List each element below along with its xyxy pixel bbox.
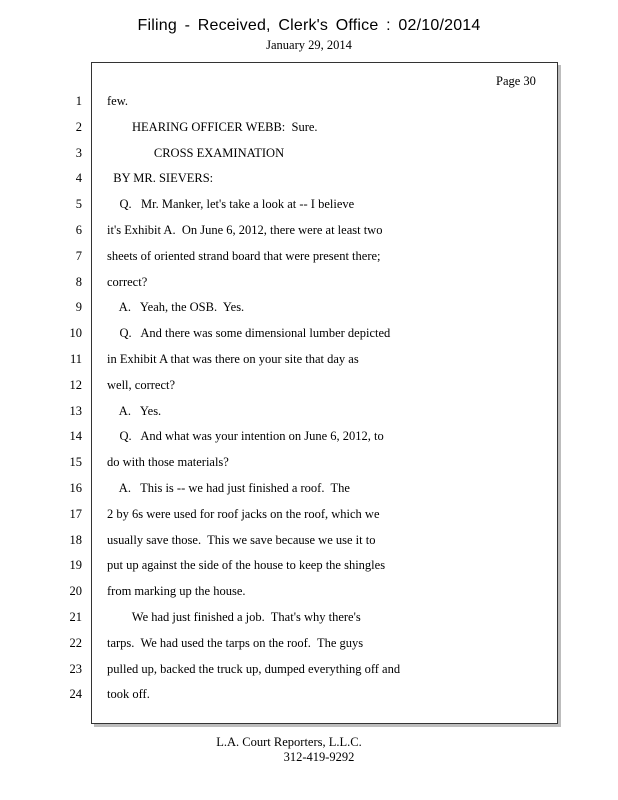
transcript-line <box>0 452 560 472</box>
line-number: 2 <box>75 119 82 134</box>
line-number: 20 <box>69 584 82 599</box>
line-number: 22 <box>69 635 82 650</box>
line-number: 5 <box>75 197 82 212</box>
line-text: A. This is -- we had just finished a roof. The <box>107 481 350 495</box>
transcript-line <box>0 581 560 601</box>
transcript-line <box>0 555 560 575</box>
transcript-line <box>0 220 560 240</box>
line-text: 2 by 6s were used for roof jacks on the roof, which we <box>107 506 380 521</box>
line-number: 18 <box>69 532 82 547</box>
transcript-line <box>0 607 560 627</box>
hearing-date: January 29, 2014 <box>266 38 352 52</box>
footer-company: L.A. Court Reporters, L.L.C. <box>216 735 362 749</box>
line-text: took off. <box>107 687 150 702</box>
line-text: from marking up the house. <box>107 584 246 599</box>
line-text: tarps. We had used the tarps on the roof. The guys <box>107 635 364 650</box>
line-number: 8 <box>75 274 82 289</box>
line-number: 6 <box>75 223 82 237</box>
transcript-line <box>0 91 560 111</box>
line-text: put up against the side of the house to keep the shingles <box>107 558 386 573</box>
line-text: Q. And what was your intention on June 6, 2012, to <box>107 429 384 444</box>
line-number: 19 <box>69 558 82 573</box>
transcript-line <box>0 530 560 550</box>
filing-stamp: Filing - Received, Clerk's Office : 02/10/2014 <box>137 17 481 34</box>
line-text: sheets of oriented strand board that were present there; <box>107 248 381 263</box>
footer-phone: 312-419-9292 <box>283 750 355 764</box>
transcript-line <box>0 297 560 317</box>
transcript-line <box>0 659 560 679</box>
transcript-line <box>0 375 560 395</box>
transcript-line <box>0 684 560 704</box>
line-number: 17 <box>69 506 82 521</box>
line-number: 13 <box>69 403 82 418</box>
transcript-line <box>0 349 560 369</box>
transcript-line <box>0 323 560 343</box>
line-text: correct? <box>107 274 148 289</box>
transcript-line <box>0 143 560 163</box>
line-number: 10 <box>69 326 82 341</box>
line-number: 24 <box>69 687 82 702</box>
line-number: 9 <box>75 300 82 315</box>
transcript-line <box>0 272 560 292</box>
transcript-line <box>0 426 560 446</box>
line-number: 1 <box>75 94 82 108</box>
line-number: 4 <box>75 171 82 186</box>
page-number: Page 30 <box>496 74 536 88</box>
transcript-line <box>0 246 560 266</box>
line-text: it's Exhibit A. On June 6, 2012, there were at least two <box>107 223 383 237</box>
line-text: A. Yeah, the OSB. Yes. <box>107 300 245 315</box>
line-text: usually save those. This we save because we use it to <box>107 532 376 547</box>
line-number: 12 <box>69 377 82 392</box>
line-text: pulled up, backed the truck up, dumped everything off and <box>107 661 401 676</box>
line-number: 23 <box>69 661 82 676</box>
line-number: 11 <box>69 352 82 366</box>
line-text: Q. Mr. Manker, let's take a look at -- I believe <box>107 197 355 212</box>
transcript-line <box>0 194 560 214</box>
line-text: HEARING OFFICER WEBB: Sure. <box>107 119 318 134</box>
line-text: in Exhibit A that was there on your site that day as <box>107 352 359 366</box>
transcript-line <box>0 168 560 188</box>
transcript-line <box>0 401 560 421</box>
line-text: BY MR. SIEVERS: <box>107 171 214 186</box>
line-text: Q. And there was some dimensional lumber depicted <box>107 326 391 341</box>
line-number: 15 <box>69 455 82 470</box>
line-number: 3 <box>75 145 82 160</box>
line-text: CROSS EXAMINATION <box>107 145 285 160</box>
transcript-line <box>0 478 560 498</box>
transcript-line <box>0 633 560 653</box>
line-number: 14 <box>69 429 82 444</box>
line-text: well, correct? <box>107 377 176 392</box>
transcript-line <box>0 117 560 137</box>
line-text: A. Yes. <box>107 403 162 418</box>
line-number: 21 <box>69 610 82 624</box>
line-number: 7 <box>75 248 82 263</box>
line-text: few. <box>107 94 129 108</box>
line-number: 16 <box>69 481 82 495</box>
line-text: do with those materials? <box>107 455 229 470</box>
transcript-line <box>0 504 560 524</box>
line-text: We had just finished a job. That's why there's <box>107 610 361 624</box>
